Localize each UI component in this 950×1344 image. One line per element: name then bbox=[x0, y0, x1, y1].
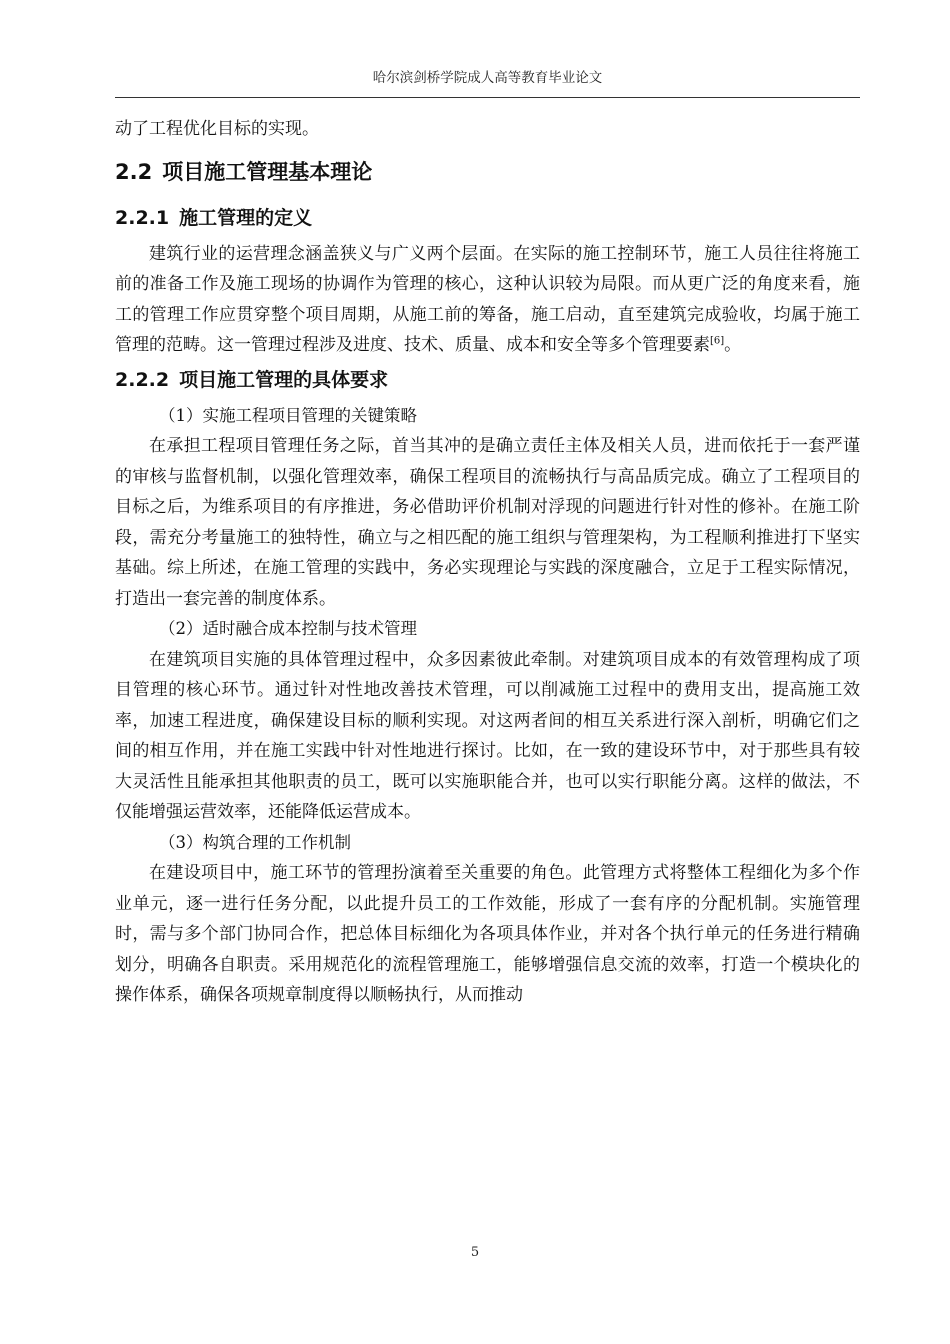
definition-paragraph bbox=[115, 239, 860, 361]
subsection-number-1: 2.2.1 bbox=[115, 206, 170, 229]
subsection-heading-2 bbox=[115, 365, 860, 395]
page-header: 哈尔滨剑桥学院成人高等教育毕业论文 bbox=[372, 70, 603, 86]
section-number: 2.2 bbox=[115, 159, 153, 184]
section-heading bbox=[115, 157, 860, 187]
subsection-heading-1 bbox=[115, 203, 860, 233]
definition-text: 建筑行业的运营理念涵盖狭义与广义两个层面。在实际的施工控制环节，施工人员往往将施工前的准备工作及施工现场的协调作为管理的核心，这种认识较为局限。而从更广泛的角度来看，施工的管理工作应贯穿整个项目周期，从施工前的筹备，施工启动，直至建筑完成验收，均属于施工管理的范畴。这一管理过程涉及进度、技术、质量、成本和安全等多个管理要素 bbox=[115, 243, 860, 355]
item-label-3: （3）构筑合理的工作机制 bbox=[159, 832, 351, 852]
page-body bbox=[115, 114, 860, 1011]
page-number: 5 bbox=[470, 1245, 480, 1260]
citation-ref: [6] bbox=[710, 335, 725, 347]
continuation-text: 动了工程优化目标的实现。 bbox=[115, 119, 319, 139]
item-label-1: （1）实施工程项目管理的关键策略 bbox=[159, 405, 417, 425]
subsection-number-2: 2.2.2 bbox=[115, 368, 170, 391]
subsection-title-1: 施工管理的定义 bbox=[179, 206, 313, 229]
item-paragraph-3: 在建设项目中，施工环节的管理扮演着至关重要的角色。此管理方式将整体工程细化为多个作业单元，逐一进行任务分配，以此提升员工的工作效能，形成了一套有序的分配机制。实施管理时，需与多个部门协同合作，把总体目标细化为各项具体作业，并对各个执行单元的任务进行精确划分，明确各自职责。采用规范化的流程管理施工，能够增强信息交流的效率，打造一个模块化的操作体系，确保各项规章制度得以顺畅执行，从而推动 bbox=[115, 863, 860, 1005]
header-divider bbox=[115, 97, 860, 98]
item-label-2: （2）适时融合成本控制与技术管理 bbox=[159, 619, 417, 638]
section-title: 项目施工管理基本理论 bbox=[162, 159, 373, 184]
item-paragraph-1: 在承担工程项目管理任务之际，首当其冲的是确立责任主体及相关人员，进而依托于一套严谨的审核与监督机制，以强化管理效率，确保工程项目的流畅执行与高品质完成。确立了工程项目的目标之后，为维系项目的有序推进，务必借助评价机制对浮现的问题进行针对性的修补。在施工阶段，需充分考量施工的独特性，确立与之相匹配的施工组织与管理架构，为工程顺利推进打下坚实基础。综上所述，在施工管理的实践中，务必实现理论与实践的深度融合，立足于工程实际情况，打造出一套完善的制度体系。 bbox=[115, 436, 860, 609]
subsection-title-2: 项目施工管理的具体要求 bbox=[179, 368, 389, 391]
definition-end: 。 bbox=[724, 335, 742, 355]
item-paragraph-2: 在建筑项目实施的具体管理过程中，众多因素彼此牵制。对建筑项目成本的有效管理构成了项目管理的核心环节。通过针对性地改善技术管理，可以削减施工过程中的费用支出，提高施工效率，加速工程进度，确保建设目标的顺利实现。对这两者间的相互关系进行深入剖析，明确它们之间的相互作用，并在施工实践中针对性地进行探讨。比如，在一致的建设环节中，对于那些具有较大灵活性且能承担其他职责的员工，既可以实施职能合并，也可以实行职能分离。这样的做法，不仅能增强运营效率，还能降低运营成本。 bbox=[115, 649, 860, 822]
